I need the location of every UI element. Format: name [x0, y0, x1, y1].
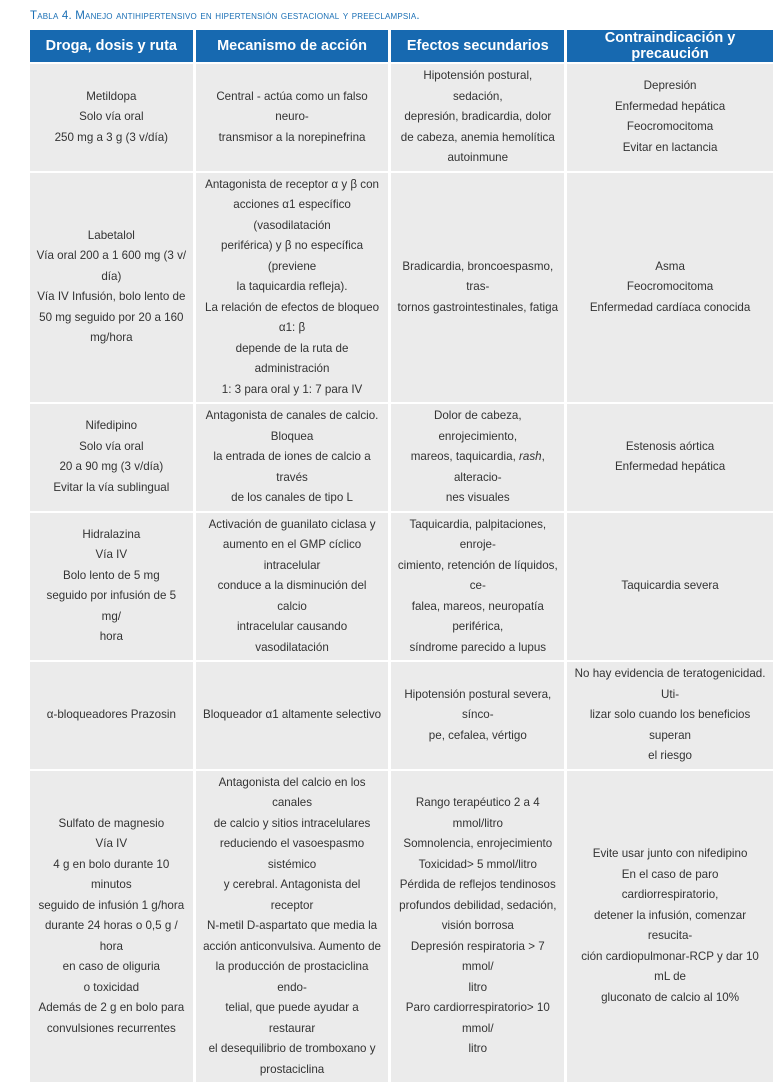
cell-line: Antagonista del calcio en los canales [218, 775, 366, 809]
header-contraindicacion: Contraindicación y precaución [567, 30, 773, 62]
cell-line: Bradicardia, broncoespasmo, tras- [402, 259, 554, 293]
cell-line: Vía oral 200 a 1 600 mg (3 v/ [36, 249, 187, 263]
cell-line: acciones α1 específico (vasodilatación [233, 198, 351, 232]
cell-line: Taquicardia, palpitaciones, enroje- [409, 517, 547, 551]
mechanism-cell [196, 662, 389, 769]
cell-line: tornos gastrointestinales, fatiga [397, 300, 559, 314]
cell-line: el riesgo [648, 749, 692, 762]
cell-line: Estenosis aórtica [625, 439, 715, 453]
table-row [30, 513, 773, 661]
cell-line: la entrada de iones de calcio a través [213, 450, 371, 484]
cell-line: gluconato de calcio al 10% [601, 990, 740, 1004]
cell-line: la taquicardia refleja). [236, 280, 348, 293]
cell-line: Labetalol [87, 228, 135, 242]
cell-line: Bolo lento de 5 mg [62, 568, 160, 582]
cell-line: hora [99, 630, 123, 644]
cell-line: Somnolencia, enrojecimiento [403, 837, 553, 850]
cell-line: de calcio y sitios intracelulares [213, 816, 371, 830]
cell-line: día) [101, 269, 122, 283]
cell-line: ción cardiopulmonar-RCP y dar 10 mL de [581, 949, 759, 984]
cell-line: nes visuales [445, 491, 510, 504]
cell-line: autoinmune [447, 151, 509, 164]
cell-line: Bloquea [270, 429, 314, 443]
cell-line: Solo vía oral [79, 110, 144, 123]
cell-line: Sulfato de magnesio [58, 816, 165, 830]
cell-line: síndrome parecido a lupus [409, 640, 547, 654]
cell-line: Enfermedad hepática [614, 460, 726, 474]
cell-line: Paro cardiorrespiratorio> 10 mmol/ [405, 1001, 550, 1035]
cell-line: Taquicardia severa [621, 579, 719, 592]
cell-line: intracelular causando vasodilatación [236, 620, 348, 654]
cell-line: Hidralazina [82, 527, 141, 541]
cell-line: de cabeza, anemia hemolítica [400, 130, 555, 144]
cell-line: litro [468, 980, 488, 994]
drug-cell [30, 173, 193, 403]
contraindication-cell [567, 513, 773, 661]
table-row [30, 404, 773, 511]
cell-line: Activación de guanilato ciclasa y [208, 517, 376, 531]
cell-line: 250 mg a 3 g (3 v/día) [54, 130, 169, 144]
header-mecanismo: Mecanismo de acción [196, 30, 389, 62]
cell-line: Solo vía oral [79, 439, 144, 453]
cell-line: Central - actúa como un falso neuro- [216, 89, 368, 123]
cell-line: Depresión respiratoria > 7 mmol/ [410, 939, 545, 973]
cell-line: periférica) y β no específica (previene [221, 239, 364, 273]
cell-line: Además de 2 g en bolo para [38, 1001, 185, 1014]
cell-line: durante 24 horas o 0,5 g / hora [44, 919, 178, 953]
table-row [30, 662, 773, 769]
contraindication-cell [567, 662, 773, 769]
cell-line: visión borrosa [441, 919, 514, 932]
cell-line: seguido de infusión 1 g/hora [38, 898, 185, 912]
cell-line: Hipotensión postural severa, sínco- [404, 687, 552, 721]
cell-line: Enfermedad cardíaca conocida [589, 300, 751, 314]
contraindication-cell [567, 771, 773, 1083]
cell-line: Rango terapéutico 2 a 4 mmol/litro [415, 796, 540, 830]
cell-line: Hipotensión postural, sedación, [423, 69, 533, 103]
cell-line: 20 a 90 mg (3 v/día) [59, 460, 164, 474]
cell-line: en caso de oliguria [62, 960, 160, 973]
cell-line: Feocromocitoma [626, 120, 714, 134]
cell-line: aumento en el GMP cíclico intracelular [222, 538, 362, 572]
table-row [30, 64, 773, 171]
antihypertensive-table [27, 28, 776, 1084]
cell-line: cimiento, retención de líquidos, ce- [397, 558, 558, 592]
cell-line: acción anticonvulsiva. Aumento de [203, 939, 381, 953]
cell-line: depresión, bradicardia, dolor [404, 110, 552, 123]
table-row [30, 771, 773, 1083]
drug-cell [30, 64, 193, 171]
cell-line: Dolor de cabeza, enrojecimiento, [433, 409, 522, 443]
contraindication-cell [567, 64, 773, 171]
side-effects-cell [391, 771, 564, 1083]
cell-line: lizar solo cuando los beneficios superan [589, 708, 751, 742]
table-caption: Tabla 4. Manejo antihipertensivo en hipertensión gestacional y preeclampsia. [30, 10, 420, 22]
contraindication-cell [567, 404, 773, 511]
cell-line: α-bloqueadores Prazosin [46, 708, 176, 721]
cell-line: Enfermedad hepática [614, 99, 726, 113]
cell-line: Evitar en lactancia [622, 140, 718, 154]
mechanism-cell [196, 404, 389, 511]
cell-line: Antagonista de canales de calcio. [205, 409, 379, 422]
side-effects-cell [391, 662, 564, 769]
cell-line: reduciendo el vasoespasmo sistémico [219, 837, 365, 871]
contraindication-cell [567, 173, 773, 403]
cell-line: N-metil D-aspartato que media la [206, 919, 378, 932]
drug-cell [30, 771, 193, 1083]
cell-line: falea, mareos, neuropatía periférica, [411, 599, 544, 633]
cell-line: No hay evidencia de teratogenicidad. Uti- [574, 667, 766, 701]
cell-line: Toxicidad> 5 mmol/litro [418, 857, 537, 871]
cell-line: Vía IV Infusión, bolo lento de [37, 290, 186, 304]
cell-line: 50 mg seguido por 20 a 160 [39, 310, 184, 324]
header-row [30, 30, 773, 62]
drug-cell [30, 404, 193, 511]
cell-line: La relación de efectos de bloqueo α1: β [205, 300, 380, 334]
side-effects-cell [391, 404, 564, 511]
header-droga: Droga, dosis y ruta [30, 30, 193, 62]
cell-line: Pérdida de reflejos tendinosos [399, 878, 556, 891]
table-row [30, 173, 773, 403]
cell-line: Depresión [643, 79, 697, 93]
cell-line: Bloqueador α1 altamente selectivo [202, 708, 382, 721]
cell-line: pe, cefalea, vértigo [428, 728, 527, 742]
cell-line: 4 g en bolo durante 10 minutos [53, 857, 170, 891]
cell-line: Nifedipino [85, 419, 138, 433]
drug-cell [30, 513, 193, 661]
cell-line: transmisor a la norepinefrina [218, 130, 366, 144]
cell-line: En el caso de paro cardiorrespiratorio, [621, 867, 719, 902]
mechanism-cell [196, 64, 389, 171]
cell-line: Vía IV [95, 837, 128, 850]
cell-line: o toxicidad [83, 980, 140, 994]
cell-line: litro [468, 1042, 488, 1055]
header-efectos: Efectos secundarios [391, 30, 564, 62]
cell-line: Evitar la vía sublingual [53, 480, 170, 494]
mechanism-cell [196, 513, 389, 661]
cell-line: depende de la ruta de administración [235, 341, 349, 375]
cell-line: Antagonista de receptor α y β con [205, 177, 379, 191]
cell-line: telial, que puede ayudar a restaurar [225, 1001, 359, 1035]
cell-line: mareos, taquicardia, rash, alteracio- [410, 450, 545, 484]
cell-line: detener la infusión, comenzar resucita- [594, 908, 747, 943]
drug-cell [30, 662, 193, 769]
mechanism-cell [196, 173, 389, 403]
cell-line: Asma [655, 259, 685, 273]
cell-line: convulsiones recurrentes [46, 1021, 176, 1035]
cell-line: Evite usar junto con nifedipino [592, 847, 748, 861]
cell-line: 1: 3 para oral y 1: 7 para IV [221, 382, 363, 396]
cell-line: Feocromocitoma [626, 280, 714, 293]
cell-line: profundos debilidad, sedación, [399, 898, 557, 912]
side-effects-cell [391, 513, 564, 661]
cell-line: Vía IV [95, 548, 128, 562]
cell-line: conduce a la disminución del calcio [217, 579, 367, 613]
cell-line: de los canales de tipo L [231, 491, 353, 504]
side-effects-cell [391, 64, 564, 171]
cell-line: seguido por infusión de 5 mg/ [46, 589, 177, 623]
cell-line: la producción de prostaciclina endo- [215, 960, 369, 994]
mechanism-cell [196, 771, 389, 1083]
cell-line: prostaciclina [259, 1062, 325, 1076]
cell-line: el desequilibrio de tromboxano y [208, 1042, 376, 1055]
cell-line: y cerebral. Antagonista del receptor [223, 878, 361, 912]
cell-line: Metildopa [86, 89, 137, 103]
side-effects-cell [391, 173, 564, 403]
cell-line: mg/hora [90, 331, 133, 345]
